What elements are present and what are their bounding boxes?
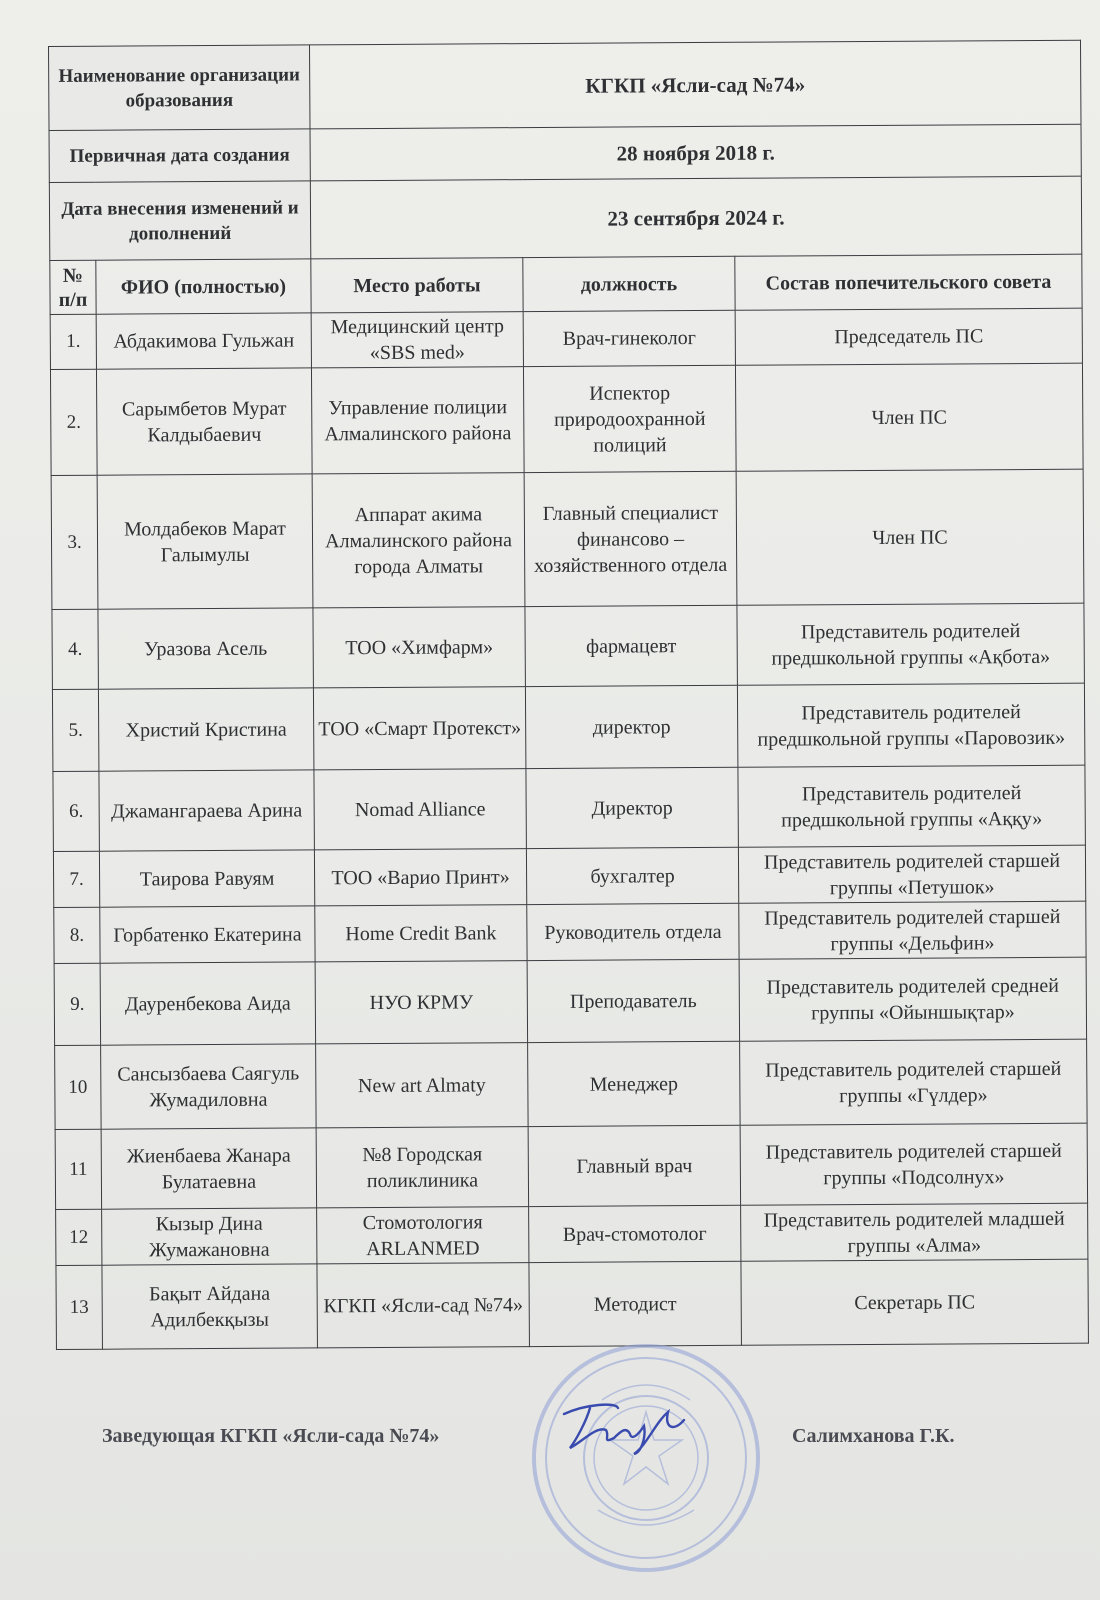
table-row [54, 901, 1086, 963]
table-row [52, 603, 1084, 689]
member-name: Сансызбаева Саягуль Жумадиловна [101, 1044, 317, 1129]
row-number: 6. [53, 771, 99, 851]
table-row [54, 957, 1086, 1045]
member-role: Представитель родителей предшкольной группы «Аққу» [738, 765, 1085, 847]
board-table [48, 40, 1089, 1350]
member-position: фармацевт [525, 605, 737, 686]
member-role: Член ПС [736, 469, 1084, 605]
member-name: Таирова Равуям [99, 850, 314, 907]
footer-head-title: Заведующая КГКП «Ясли-сада №74» [102, 1425, 440, 1447]
org-label: Наименование организации образования [49, 45, 311, 131]
member-name: Уразова Асель [98, 608, 314, 689]
member-position: Главный специалист финансово – хозяйственного отдела [524, 471, 737, 606]
col-number: № п/п [50, 260, 96, 314]
member-workplace: ТОО «Химфарм» [313, 607, 525, 688]
table-row [52, 683, 1084, 771]
row-number: 10 [55, 1045, 102, 1129]
row-number: 1. [50, 314, 96, 369]
member-position: Методист [529, 1261, 742, 1346]
member-role: Председатель ПС [735, 308, 1082, 365]
member-role: Представитель родителей средней группы «Ойыншықтар» [739, 957, 1086, 1041]
member-workplace: New art Almaty [316, 1043, 529, 1128]
member-workplace: КГКП «Ясли-сад №74» [317, 1263, 530, 1348]
row-number: 4. [52, 609, 98, 689]
row-number: 5. [52, 689, 99, 771]
member-workplace: ТОО «Смарт Протекст» [313, 687, 525, 770]
member-position: Врач-стомотолог [529, 1205, 741, 1262]
member-position: Испектор природоохранной полиций [523, 365, 736, 472]
member-workplace: Nomad Alliance [314, 769, 526, 850]
member-role: Представитель родителей старшей группы «Дельфин» [739, 901, 1086, 959]
member-role: Представитель родителей предшкольной группы «Паровозик» [737, 683, 1084, 767]
row-number: 3. [51, 475, 98, 609]
member-name: Кызыр Дина Жумажановна [102, 1208, 317, 1265]
member-workplace: Аппарат акима Алмалинского района города Алматы [312, 473, 525, 608]
table-row [56, 1203, 1088, 1265]
member-role: Представитель родителей предшкольной группы «Ақбота» [737, 603, 1084, 685]
row-number: 8. [54, 907, 100, 963]
table-row [53, 765, 1085, 851]
header-created-row [49, 124, 1081, 182]
row-number: 7. [53, 851, 99, 907]
member-position: Директор [526, 767, 738, 848]
member-role: Представитель родителей старшей группы «Гүлдер» [740, 1039, 1088, 1125]
table-row [50, 363, 1083, 475]
table-row [53, 845, 1085, 907]
created-value: 28 ноября 2018 г. [310, 124, 1081, 181]
member-role: Представитель родителей младшей группы «Алма» [741, 1203, 1088, 1261]
row-number: 13 [56, 1265, 103, 1349]
member-name: Молдабеков Марат Галымулы [97, 474, 313, 609]
col-name: ФИО (полностью) [96, 259, 311, 314]
member-position: Врач-гинеколог [523, 310, 735, 366]
signature-icon [556, 1392, 696, 1462]
row-number: 12 [56, 1209, 102, 1265]
member-name: Жиенбаева Жанара Булатаевна [101, 1128, 317, 1209]
changes-label: Дата внесения изменений и дополнений [49, 181, 310, 261]
col-workplace: Место работы [311, 258, 523, 313]
member-name: Бақыт Айдана Адилбекқызы [102, 1264, 318, 1349]
member-workplace: Стомотология ARLANMED [317, 1207, 529, 1264]
header-org-row [49, 40, 1082, 130]
member-position: Преподаватель [527, 959, 739, 1042]
member-workplace: №8 Городская поликлиника [316, 1127, 528, 1208]
member-name: Абдакимова Гульжан [96, 313, 311, 369]
member-position: Руководитель отдела [527, 903, 739, 960]
member-position: бухгалтер [526, 847, 738, 904]
row-number: 9. [54, 963, 101, 1045]
member-role: Член ПС [735, 363, 1083, 471]
member-position: Менеджер [528, 1041, 741, 1126]
row-number: 11 [55, 1129, 101, 1209]
member-name: Христий Кристина [98, 688, 314, 771]
member-workplace: Управление полиции Алмалинского района [311, 367, 524, 474]
table-row [55, 1039, 1088, 1129]
member-position: Главный врач [528, 1125, 740, 1206]
member-name: Сарымбетов Мурат Калдыбаевич [96, 368, 312, 475]
footer-head-name: Салимханова Г.К. [792, 1425, 955, 1447]
column-header-row [50, 254, 1082, 314]
member-workplace: Home Credit Bank [315, 905, 527, 962]
header-changes-row [49, 176, 1081, 260]
table-row [50, 308, 1082, 369]
member-workplace: ТОО «Варио Принт» [314, 849, 526, 906]
member-workplace: НУО КРМУ [315, 961, 527, 1044]
table-row [55, 1123, 1087, 1209]
member-name: Дауренбекова Аида [100, 962, 316, 1045]
col-board-role: Состав попечительского совета [735, 254, 1082, 310]
col-position: должность [523, 256, 735, 311]
table-row [56, 1259, 1089, 1349]
table-row [51, 469, 1084, 609]
member-name: Горбатенко Екатерина [100, 906, 315, 963]
created-label: Первичная дата создания [49, 129, 310, 183]
changes-value: 23 сентября 2024 г. [310, 176, 1081, 259]
member-position: директор [525, 685, 737, 768]
member-role: Представитель родителей старшей группы «Подсолнух» [740, 1123, 1087, 1205]
member-name: Джамангараева Арина [99, 770, 315, 851]
row-number: 2. [50, 369, 97, 475]
org-value: КГКП «Ясли-сад №74» [310, 40, 1081, 129]
member-role: Представитель родителей старшей группы «Петушок» [738, 845, 1085, 903]
member-role: Секретарь ПС [741, 1259, 1089, 1345]
member-workplace: Медицинский центр «SBS med» [311, 312, 523, 368]
